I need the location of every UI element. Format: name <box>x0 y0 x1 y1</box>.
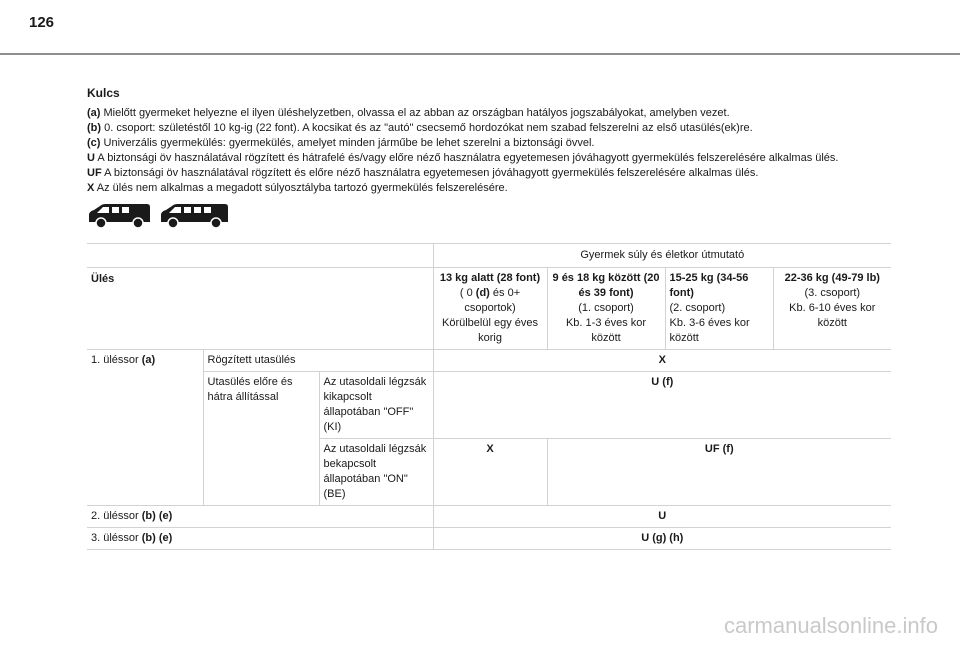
airbag-off-value: U (f) <box>433 372 891 439</box>
key-text: A biztonsági öv használatával rögzített és hátrafelé és/vagy előre néző használatra egyetemesen jóváhagyott gyermekülés felszerelésére alkalmas ülés. <box>94 152 839 164</box>
guide-header: Gyermek súly és életkor útmutató <box>433 244 891 268</box>
row2-value: U <box>433 506 891 528</box>
row3-seat: 3. üléssor (b) (e) <box>87 528 433 550</box>
key-line-c <box>87 136 887 151</box>
airbag-on: Az utasoldali légzsák bekapcsolt állapotában "ON" (BE) <box>319 439 433 506</box>
group-3-header: 22-36 kg (49-79 lb) (3. csoport) Kb. 6-10 éves kor között <box>773 268 891 350</box>
group-1-header: 9 és 18 kg között (20 és 39 font) (1. csoport) Kb. 1-3 éves kor között <box>547 268 665 350</box>
watermark: carmanualsonline.info <box>723 613 938 638</box>
fixed-value: X <box>433 350 891 372</box>
key-list <box>87 106 887 196</box>
table-row <box>87 268 891 350</box>
key-heading: Kulcs <box>87 86 120 100</box>
key-line-u <box>87 151 887 166</box>
table-row <box>87 528 891 550</box>
key-label: X <box>87 182 95 194</box>
airbag-on-value-rest: UF (f) <box>547 439 891 506</box>
airbag-on-value-group0: X <box>433 439 547 506</box>
row3-value: U (g) (h) <box>433 528 891 550</box>
key-label: (b) <box>87 122 102 134</box>
key-text: 0. csoport: születéstől 10 kg-ig (22 font). A kocsikat és az "autó" csecsemő hordozókat nem szabad felszerelni az első utasülés(ek)re. <box>101 122 753 134</box>
seat-header: Ülés <box>87 268 433 350</box>
key-line-x <box>87 181 887 196</box>
group-2-header: 15-25 kg (34-56 font) (2. csoport) Kb. 3-6 éves kor között <box>665 268 773 350</box>
key-text: Univerzális gyermekülés: gyermekülés, amelyet minden járműbe be lehet szerelni a biztonsági övvel. <box>100 137 595 149</box>
row2-seat: 2. üléssor (b) (e) <box>87 506 433 528</box>
key-line-a <box>87 106 887 121</box>
group-0-header: 13 kg alatt (28 font) ( 0 (d) és 0+ csoportok) Körülbelül egy éves korig <box>433 268 547 350</box>
key-text: Mielőtt gyermeket helyezne el ilyen üléshelyzetben, olvassa el az abban az országban hatályos jogszabályokat, amelyben vezet. <box>100 107 730 119</box>
fixed-seat: Rögzített utasülés <box>203 350 433 372</box>
key-label: U <box>87 152 95 164</box>
van-long-icon <box>159 203 229 229</box>
key-text: Az ülés nem alkalmas a megadott súlyosztályba tartozó gyermekülés felszerelésére. <box>94 182 508 194</box>
child-seat-table <box>87 243 891 550</box>
key-text: A biztonsági öv használatával rögzített és előre néző használatra egyetemesen jóváhagyott gyermekülés felszerelésére alkalmas ülés. <box>101 167 759 179</box>
key-line-uf <box>87 166 887 181</box>
key-label: (a) <box>87 107 101 119</box>
van-short-icon <box>87 203 151 229</box>
vehicle-icons <box>87 203 229 229</box>
key-label: (c) <box>87 137 101 149</box>
table-row <box>87 506 891 528</box>
adjustable-seat: Utasülés előre és hátra állítással <box>203 372 319 506</box>
header-rule <box>0 53 960 55</box>
key-label: UF <box>87 167 102 179</box>
key-line-b <box>87 121 887 136</box>
page-number: 126 <box>29 14 55 31</box>
table-row <box>87 350 891 372</box>
airbag-off: Az utasoldali légzsák kikapcsolt állapotában "OFF" (KI) <box>319 372 433 439</box>
table-row <box>87 372 891 439</box>
row1-seat: 1. üléssor (a) <box>87 350 203 506</box>
table-row <box>87 244 891 268</box>
